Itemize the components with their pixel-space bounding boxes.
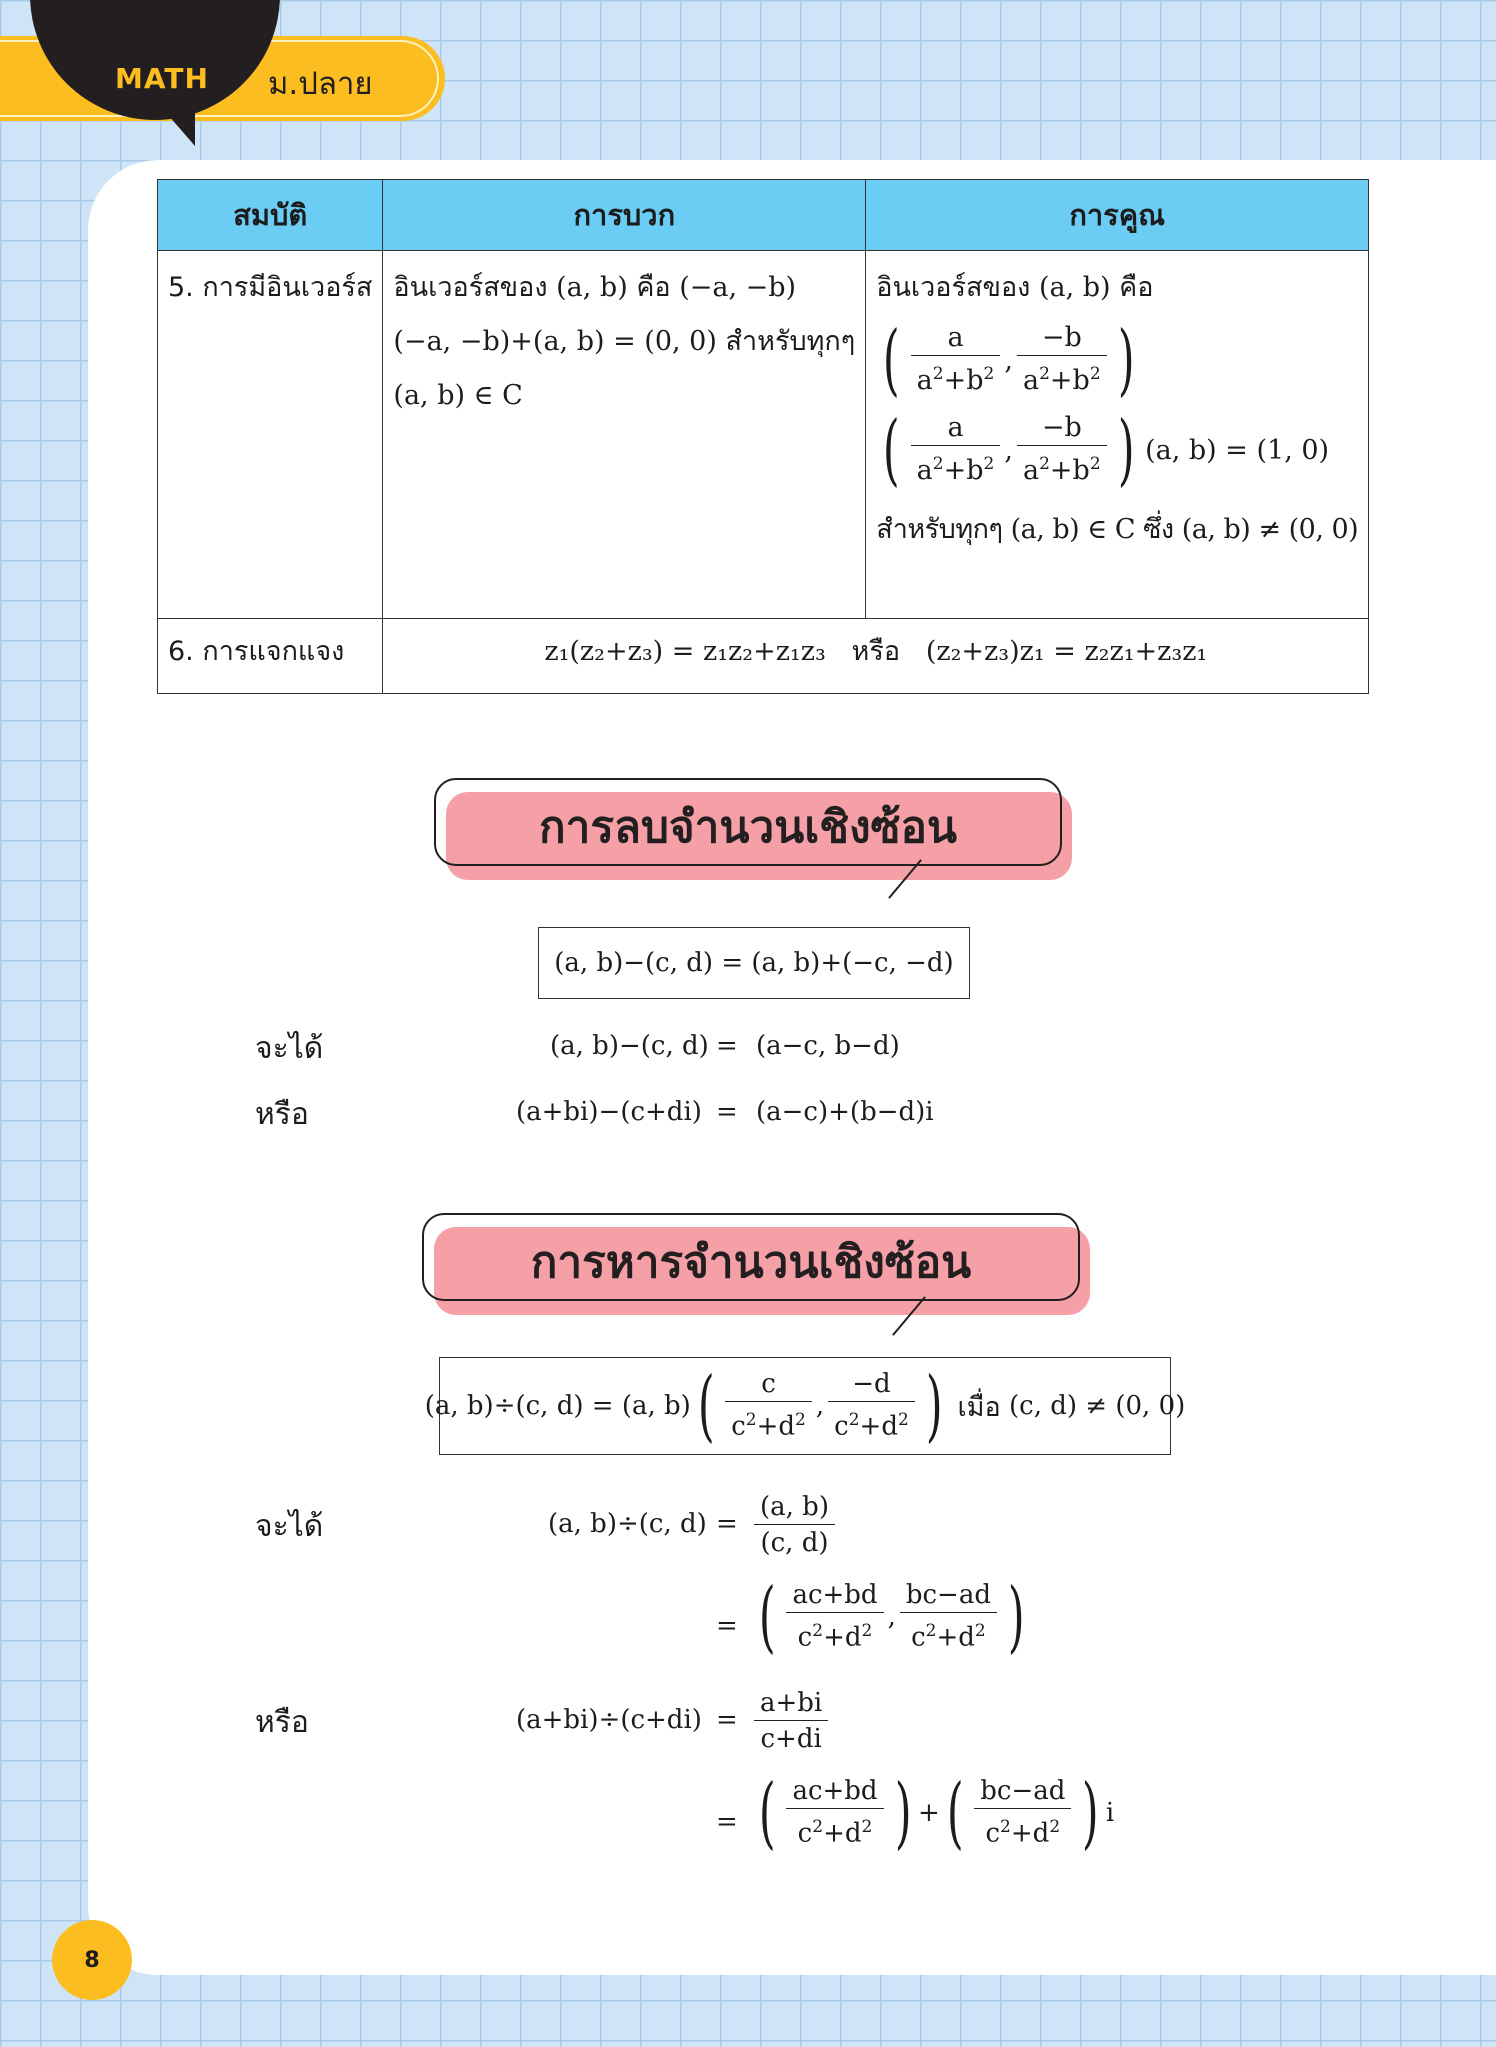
division-label-or: หรือ [255, 1705, 309, 1740]
subtraction-label-get: จะได้ [255, 1031, 324, 1066]
division-eq4-equals: = [716, 1807, 738, 1837]
division-eq3-left: (a+bi)÷(c+di) [516, 1705, 702, 1735]
row5-addition: อินเวอร์สของ (a, b) คือ (−a, −b) (−a, −b)+(a, b) = (0, 0) สำหรับทุกๆ (a, b) ∈ C [383, 251, 866, 619]
level-label: ม.ปลาย [268, 66, 373, 102]
subtraction-eq2-right: (a−c)+(b−d)i [756, 1097, 934, 1127]
subtraction-eq1-equals: = [716, 1031, 738, 1061]
table-row [158, 619, 1369, 694]
subtraction-eq2-left: (a+bi)−(c+di) [516, 1097, 702, 1127]
subtraction-eq1-left: (a, b)−(c, d) [550, 1031, 709, 1061]
division-eq1-right: $\frac{(a, b)}{(c, d)}$ [750, 1490, 839, 1561]
speech-bubble-tail [155, 100, 195, 146]
division-eq1-left: (a, b)÷(c, d) [548, 1509, 707, 1539]
division-eq1-equals: = [716, 1509, 738, 1539]
division-formula-box: (a, b)÷(c, d) = (a, b) ( $\frac{c}{c^2+d^2}$ , $\frac{-d}{c^2+d^2}$ ) เมื่อ (c, d) ≠ (0, 0) [439, 1357, 1171, 1455]
row6-formula: z₁(z₂+z₃) = z₁z₂+z₁z₃ หรือ (z₂+z₃)z₁ = z₂z₁+z₃z₁ [383, 619, 1369, 694]
table-row [158, 251, 1369, 619]
inverse-fraction: ( $\frac{a}{a^2+b^2}$ , $\frac{-b}{a^2+b^2}$ ) [883, 315, 1135, 405]
table-header-row [158, 180, 1369, 251]
row5-property: 5. การมีอินเวอร์ส [158, 251, 383, 619]
subtraction-label-or: หรือ [255, 1097, 309, 1132]
row6-property: 6. การแจกแจง [158, 619, 383, 694]
header-property: สมบัติ [158, 180, 383, 251]
division-eq4-right: ( $\frac{ac+bd}{c^2+d^2}$ ) + ( $\frac{bc-ad}{c^2+d^2}$ ) i [758, 1768, 1115, 1858]
subject-label: MATH [115, 62, 209, 95]
subtraction-eq1-right: (a−c, b−d) [756, 1031, 900, 1061]
header-multiplication: การคูณ [866, 180, 1369, 251]
properties-table [157, 179, 1369, 694]
subtraction-formula-box: (a, b)−(c, d) = (a, b)+(−c, −d) [538, 927, 970, 999]
division-eq2-equals: = [716, 1611, 738, 1641]
header-addition: การบวก [383, 180, 866, 251]
row5-multiplication: อินเวอร์สของ (a, b) คือ ( $\frac{a}{a^2+b^2}$ , $\frac{-b}{a^2+b^2}$ ) ( $\frac{a}{a^2+b^2}$ , $\frac{-b}{a^2+b^2}$ ) (a, b) = (1, 0) สำหรับทุกๆ (a, b) ∈ C ซึ่ง (a, b) ≠ (0, 0) [866, 251, 1369, 619]
page-number: 8 [52, 1920, 132, 2000]
division-eq3-right: $\frac{a+bi}{c+di}$ [750, 1686, 832, 1757]
division-eq3-equals: = [716, 1705, 738, 1735]
division-heading: การหารจำนวนเชิงซ้อน [422, 1213, 1080, 1301]
subtraction-eq2-equals: = [716, 1097, 738, 1127]
division-label-get: จะได้ [255, 1509, 324, 1544]
division-eq2-right: ( $\frac{ac+bd}{c^2+d^2}$ , $\frac{bc-ad}{c^2+d^2}$ ) [758, 1572, 1025, 1662]
inverse-check: ( $\frac{a}{a^2+b^2}$ , $\frac{-b}{a^2+b^2}$ ) (a, b) = (1, 0) [883, 405, 1330, 495]
subtraction-heading: การลบจำนวนเชิงซ้อน [434, 778, 1062, 866]
